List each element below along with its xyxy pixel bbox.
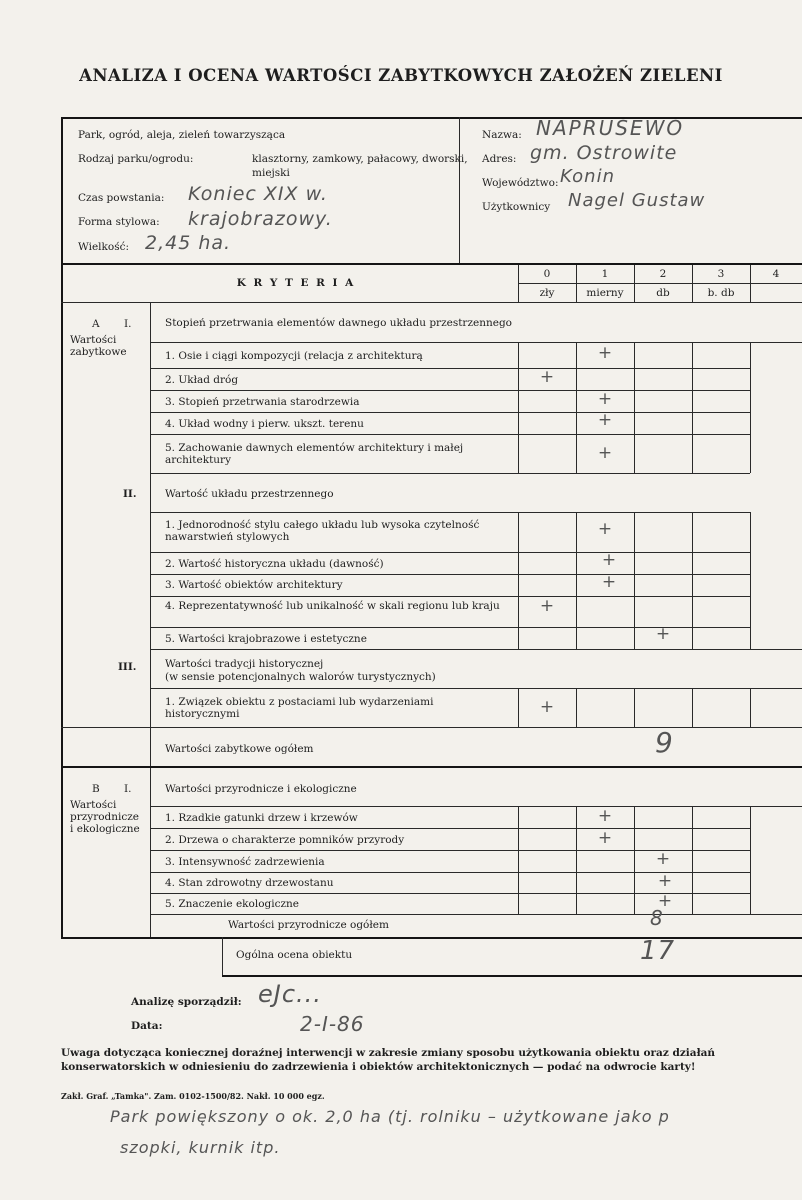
criterion-a1-5: 5. Zachowanie dawnych elementów architektury i małej architektury [165,442,464,466]
analiza-label: Analizę sporządził: [131,996,242,1008]
criteria-left-col-line [150,302,151,938]
mark-a1-1: + [597,343,613,363]
criterion-a3-1: 1. Związek obiektu z postaciami lub wydarzeniami historycznymi [165,696,434,720]
kryteria-label: K R Y T E R I A [236,277,356,289]
criterion-a2-5: 5. Wartości krajobrazowe i estetyczne [165,633,367,645]
grid-line [518,342,519,473]
row-line [150,434,750,435]
wojewodztwo-label: Województwo: [482,177,559,189]
grid-line [750,512,751,649]
analiza-value: eJc... [258,980,322,1008]
mark-b-2: + [597,828,613,848]
mark-a2-3: + [601,572,617,592]
row-line [150,368,750,369]
row-line [150,412,750,413]
group-2-title: Wartość układu przestrzennego [165,488,334,500]
grid-line [750,806,751,914]
form-left-border [61,117,63,939]
mark-a1-3: + [597,389,613,409]
criterion-b-5: 5. Znaczenie ekologiczne [165,898,300,910]
document-title: ANALIZA I OCENA WARTOŚCI ZABYTKOWYCH ZAŁOŻEŃ ZIELENI [79,66,723,85]
wielkosc-value: 2,45 ha. [145,232,232,254]
row-line [150,806,802,807]
mark-b-1: + [597,806,613,826]
col-1-header-line [576,265,577,302]
section-a-desc: Wartości zabytkowe [70,334,127,358]
grid-line [692,342,693,473]
row-line [150,512,750,513]
mark-b-3: + [655,849,671,869]
section-a-i: I. [124,318,132,330]
czas-value: Koniec XIX w. [188,183,328,205]
rodzaj-options-2: miejski [252,167,290,179]
hand-line-1: Park powiększony o ok. 2,0 ha (tj. rolniku – użytkowane jako p [110,1107,670,1126]
criterion-a1-1: 1. Osie i ciągi kompozycji (relacja z architekturą [165,350,423,362]
section-b-i: I. [124,783,132,795]
criterion-b-2: 2. Drzewa o charakterze pomników przyrody [165,834,405,846]
header-bottom-border [61,263,802,265]
grid-line [634,342,635,473]
group-3-title-1: Wartości tradycji historycznej [165,658,324,670]
grid-line [518,806,519,914]
total-a-label: Wartości zabytkowe ogółem [165,743,314,755]
type-line: Park, ogród, aleja, zieleń towarzysząca [78,129,286,141]
uzytkownicy-label: Użytkownicy [482,201,551,213]
adres-label: Adres: [482,153,517,165]
total-b-value: 8 [650,906,664,930]
overall-left-line [222,937,223,977]
wojewodztwo-value: Konin [560,166,615,187]
uzytkownicy-value: Nagel Gustaw [568,190,706,211]
section-a-letter: A [92,318,100,330]
score-0: 0 [543,268,551,280]
score-name-2: db [656,287,670,299]
row-line [150,574,750,575]
criterion-a1-2: 2. Układ dróg [165,374,239,386]
row-line [150,596,750,597]
czas-label: Czas powstania: [78,192,165,204]
col-4-header-line [750,265,751,302]
mark-b-5: + [657,891,673,911]
rodzaj-label: Rodzaj parku/ogrodu: [78,153,194,165]
print-line: Zakł. Graf. „Tamka". Zam. 0102-1500/82. Nakł. 10 000 egz. [61,1091,325,1101]
row-line [150,390,750,391]
grid-line [750,342,751,473]
total-b-label: Wartości przyrodnicze ogółem [228,919,389,931]
mark-a2-1: + [597,519,613,539]
col-0-header-line [518,265,519,302]
group-1-title: Stopień przetrwania elementów dawnego układu przestrzennego [165,317,512,329]
total-a-value: 9 [655,726,674,759]
criterion-a2-2: 2. Wartość historyczna układu (dawność) [165,558,384,570]
grid-line [518,512,519,649]
group-b-title: Wartości przyrodnicze i ekologiczne [165,783,357,795]
criterion-a2-1: 1. Jednorodność stylu całego układu lub wysoka czytelność nawarstwień stylowych [165,519,480,543]
criterion-a2-3: 3. Wartość obiektów architektury [165,579,343,591]
adres-value: gm. Ostrowite [530,142,678,164]
section-b-letter: B [92,783,100,795]
row-line [61,727,802,728]
criteria-header-bottom [61,302,802,303]
overall-value: 17 [640,936,676,966]
mark-a2-5: + [655,624,671,644]
criterion-a2-4: 4. Reprezentatywność lub unikalność w skali regionu lub kraju [165,600,500,612]
section-a-ii: II. [123,488,137,500]
mark-a1-2: + [539,367,555,387]
criterion-b-1: 1. Rzadkie gatunki drzew i krzewów [165,812,358,824]
mark-a2-4: + [539,596,555,616]
row-line [150,914,802,915]
overall-bottom-line [222,975,802,977]
nazwa-label: Nazwa: [482,129,522,141]
row-line [150,342,802,343]
score-2: 2 [659,268,667,280]
forma-label: Forma stylowa: [78,216,160,228]
nazwa-value: NAPRUSEWO [536,116,685,140]
score-3: 3 [717,268,725,280]
overall-label: Ogólna ocena obiektu [236,949,353,961]
criterion-a1-3: 3. Stopień przetrwania starodrzewia [165,396,360,408]
mark-a1-5: + [597,443,613,463]
section-a-iii: III. [118,661,137,673]
row-line [150,828,750,829]
mark-a3-1: + [539,697,555,717]
row-line [150,649,802,650]
row-line [150,473,750,474]
group-3-title-2: (w sensie potencjonalnych walorów turystycznych) [165,671,436,683]
data-label: Data: [131,1020,163,1032]
mark-a2-2: + [601,550,617,570]
score-header-divider [518,283,802,284]
col-2-header-line [634,265,635,302]
grid-line [576,688,577,727]
section-divider [61,766,802,768]
score-name-1: mierny [586,287,624,299]
col-3-header-line [692,265,693,302]
mark-b-4: + [657,871,673,891]
score-name-0: zły [539,287,555,299]
criterion-b-4: 4. Stan zdrowotny drzewostanu [165,877,334,889]
grid-line [692,512,693,649]
score-name-3: b. db [707,287,735,299]
header-top-border [61,117,802,119]
score-1: 1 [601,268,609,280]
criterion-b-3: 3. Intensywność zadrzewienia [165,856,325,868]
mark-a1-4: + [597,410,613,430]
header-divider [459,117,460,265]
row-line [150,552,750,553]
data-value: 2-I-86 [300,1012,365,1036]
section-b-desc: Wartości przyrodnicze i ekologiczne [70,799,140,835]
table-bottom-border [61,937,802,939]
forma-value: krajobrazowy. [188,208,333,230]
hand-line-2: szopki, kurnik itp. [120,1138,281,1157]
grid-line [692,688,693,727]
wielkosc-label: Wielkość: [78,241,130,253]
rodzaj-options: klasztorny, zamkowy, pałacowy, dworski, [252,153,468,165]
score-4: 4 [772,268,780,280]
row-line [150,688,802,689]
grid-line [750,688,751,727]
criterion-a1-4: 4. Układ wodny i pierw. ukszt. terenu [165,418,364,430]
grid-line [634,688,635,727]
note: Uwaga dotycząca koniecznej doraźnej interwencji w zakresie zmiany sposobu użytkowania obiektu oraz działań konserwatorskich w odniesieniu do zadrzewienia i obiektów architektonicznych — podać na odwrocie karty! [61,1047,716,1073]
